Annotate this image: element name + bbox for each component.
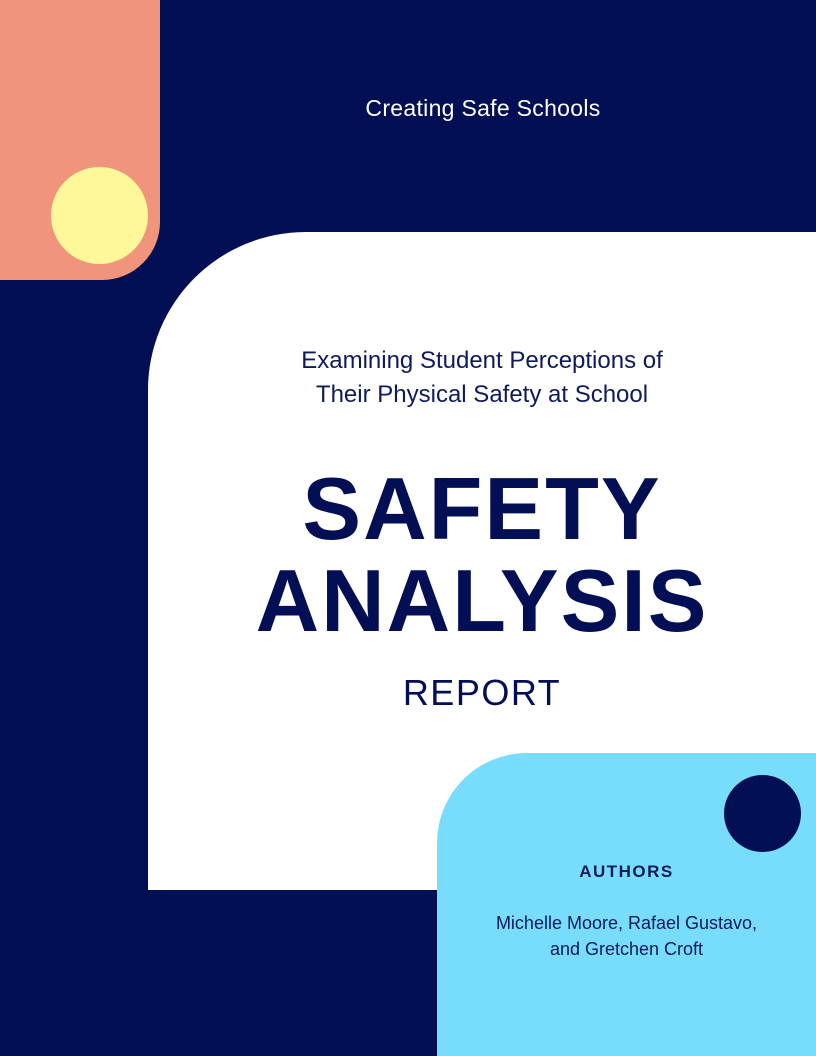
report-label: REPORT — [402, 672, 562, 713]
title-line-2: ANALYSIS — [255, 551, 709, 650]
cover-subtitle — [148, 344, 816, 412]
authors-names — [437, 910, 816, 962]
cover-kicker: Creating Safe Schools — [365, 95, 601, 121]
subtitle-line-1: Examining Student Perceptions of — [301, 347, 663, 374]
authors-heading: AUTHORS — [579, 862, 674, 881]
authors-line-1: Michelle Moore, Rafael Gustavo, — [495, 913, 758, 933]
navy-circle-decoration — [724, 775, 801, 852]
title-line-1: SAFETY — [302, 459, 662, 558]
yellow-circle-decoration — [51, 167, 148, 264]
authors-line-2: and Gretchen Croft — [549, 939, 704, 959]
subtitle-line-2: Their Physical Safety at School — [315, 381, 649, 408]
